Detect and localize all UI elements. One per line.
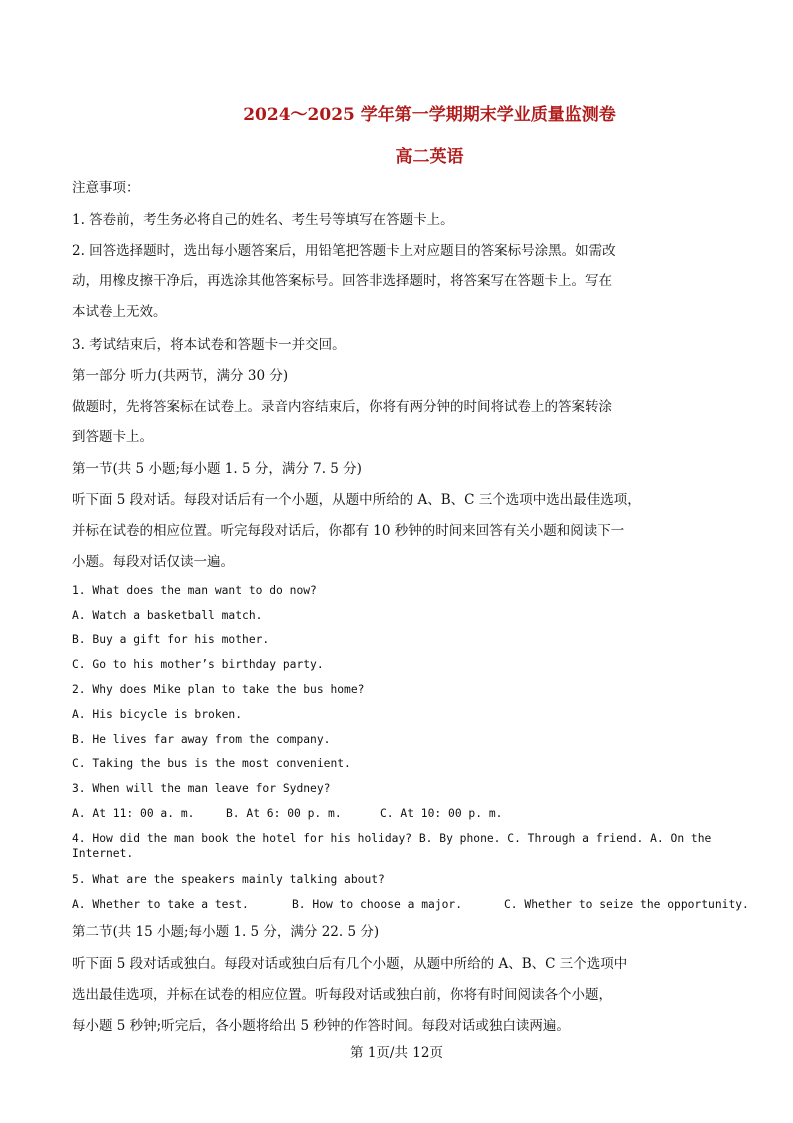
question-5: 5. What are the speakers mainly talking about? (72, 873, 385, 886)
question-3-options (72, 806, 502, 821)
part1-intro-line-2: 到答题卡上。 (72, 429, 153, 445)
section2-heading: 第二节(共 15 小题;每小题 1. 5 分，满分 22. 5 分) (72, 924, 380, 940)
notice-item-1: 1. 答卷前，考生务必将自己的姓名、考生号等填写在答题卡上。 (72, 212, 454, 228)
section2-intro-line-1: 听下面 5 段对话或独白。每段对话或独白后有几个小题，从题中所给的 A、B、C 三个选项中 (72, 956, 628, 972)
page-number: 第 1页/共 12页 (350, 1045, 443, 1061)
question-1: 1. What does the man want to do now? (72, 584, 317, 597)
section1-intro-line-2: 并标在试卷的相应位置。听完每段对话后，你都有 10 秒钟的时间来回答有关小题和阅读下一 (72, 523, 625, 539)
notice-item-2-line-2: 动，用橡皮擦干净后，再选涂其他答案标号。回答非选择题时，将答案写在答题卡上。写在 (72, 273, 612, 289)
question-4: 4. How did the man book the hotel for his holiday? B. By phone. C. Through a friend. A. On the Internet. (72, 832, 712, 860)
section1-heading: 第一节(共 5 小题;每小题 1. 5 分，满分 7. 5 分) (72, 461, 362, 477)
question-2-option-c: C. Taking the bus is the most convenient. (72, 757, 351, 770)
question-3-option-c: C. At 10: 00 p. m. (380, 807, 503, 820)
notice-heading: 注意事项： (72, 180, 140, 196)
question-5-options (72, 897, 749, 912)
section2-intro-line-2: 选出最佳选项，并标在试卷的相应位置。听每段对话或独白前，你将有时间阅读各个小题， (72, 987, 612, 1003)
section1-intro-line-1: 听下面 5 段对话。每段对话后有一个小题，从题中所给的 A、B、C 三个选项中选出最佳选项， (72, 492, 641, 508)
question-5-option-b: B. How to choose a major. (292, 898, 463, 911)
question-5-option-a: A. Whether to take a test. (72, 898, 249, 911)
question-3-option-b: B. At 6: 00 p. m. (226, 807, 342, 820)
part1-intro-line-1: 做题时，先将答案标在试卷上。录音内容结束后，你将有两分钟的时间将试卷上的答案转涂 (72, 399, 612, 415)
notice-item-2-line-3: 本试卷上无效。 (72, 304, 167, 320)
section2-intro-line-3: 每小题 5 秒钟;听完后，各小题将给出 5 秒钟的作答时间。每段对话或独白读两遍。 (72, 1018, 570, 1034)
question-2-option-a: A. His bicycle is broken. (72, 708, 243, 721)
part1-heading: 第一部分 听力(共两节，满分 30 分) (72, 368, 289, 384)
notice-item-2-line-1: 2. 回答选择题时，选出每小题答案后，用铅笔把答题卡上对应题目的答案标号涂黑。如需改 (72, 243, 616, 259)
notice-item-3: 3. 考试结束后，将本试卷和答题卡一并交回。 (72, 337, 346, 353)
page-subtitle: 高二英语 (395, 147, 464, 167)
question-3-option-a: A. At 11: 00 a. m. (72, 807, 195, 820)
question-1-option-c: C. Go to his mother’s birthday party. (72, 658, 324, 671)
question-3: 3. When will the man leave for Sydney? (72, 782, 331, 795)
section1-intro-line-3: 小题。每段对话仅读一遍。 (72, 554, 234, 570)
page-title: 2024～2025 学年第一学期期末学业质量监测卷 (243, 105, 616, 125)
question-1-option-a: A. Watch a basketball match. (72, 609, 263, 622)
question-5-option-c: C. Whether to seize the opportunity. (504, 898, 749, 911)
question-2: 2. Why does Mike plan to take the bus home? (72, 683, 365, 696)
question-2-option-b: B. He lives far away from the company. (72, 733, 331, 746)
question-1-option-b: B. Buy a gift for his mother. (72, 633, 270, 646)
